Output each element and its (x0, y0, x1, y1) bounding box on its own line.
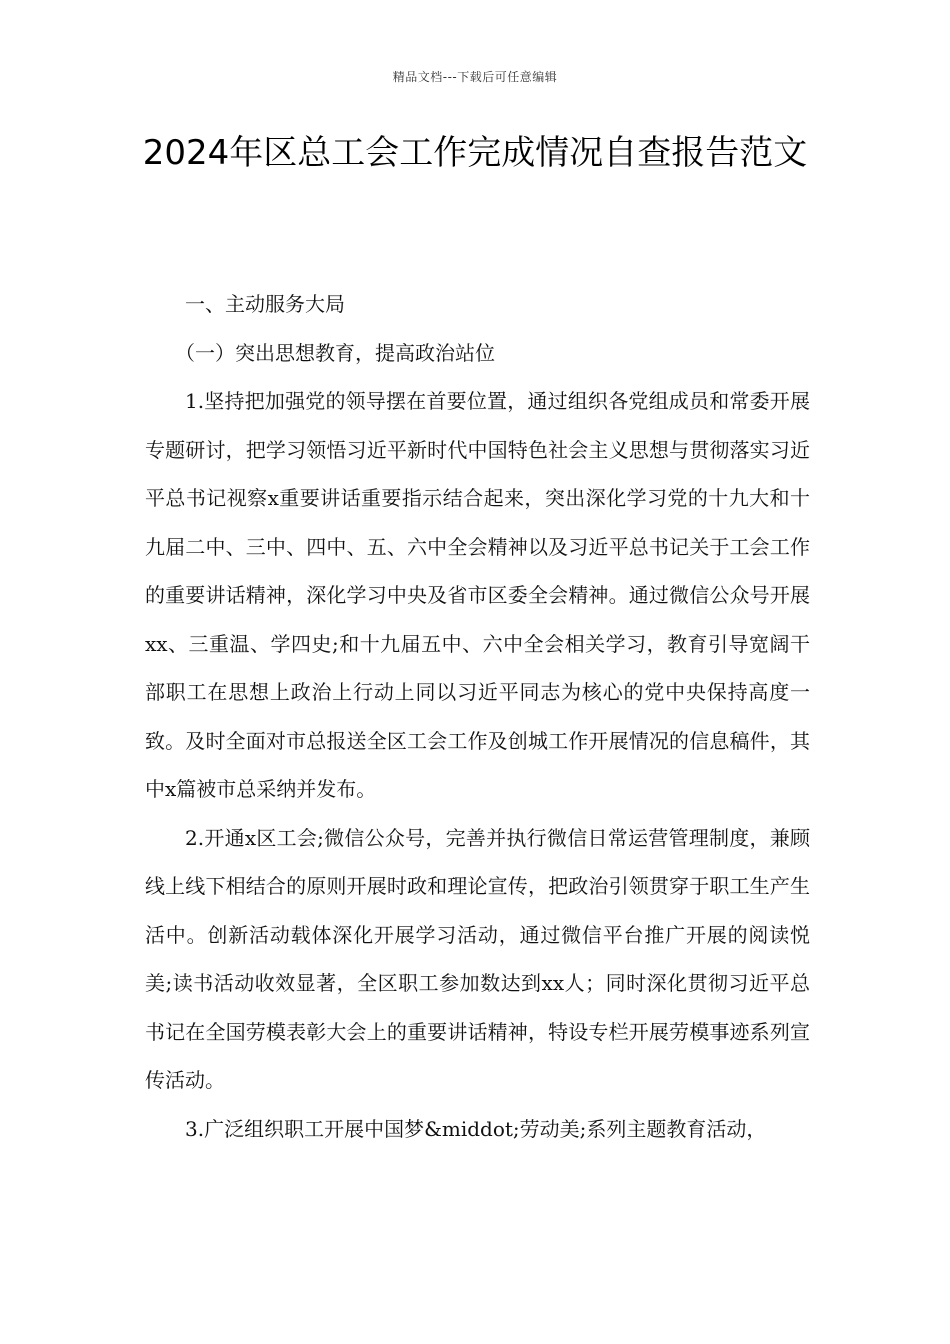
paragraph-3: 3.广泛组织职工开展中国梦&middot;劳动美;系列主题教育活动， (185, 1116, 767, 1141)
paragraph-2: 2.开通x区工会;微信公众号，完善并执行微信日常运营管理制度，兼顾线上线下相结合的原则开展时政和理论宣传，把政治引领贯穿于职工生产生活中。创新活动载体深化开展学习活动，通过微信平台推广开展的阅读悦美;读书活动收效显著，全区职工参加数达到xx人；同时深化贯彻习近平总书记在全国劳模表彰大会上的重要讲话精神，特设专栏开展劳模事迹系列宣传活动。 (145, 825, 810, 1092)
header-note: 精品文档---下载后可任意编辑 (392, 70, 558, 84)
paragraph-1: 1.坚持把加强党的领导摆在首要位置，通过组织各党组成员和常委开展专题研讨，把学习领悟习近平新时代中国特色社会主义思想与贯彻落实习近平总书记视察x重要讲话重要指示结合起来，突出深化学习党的十九大和十九届二中、三中、四中、五、六中全会精神以及习近平总书记关于工会工作的重要讲话精神，深化学习中央及省市区委全会精神。通过微信公众号开展xx、三重温、学四史;和十九届五中、六中全会相关学习，教育引导宽阔干部职工在思想上政治上行动上同以习近平同志为核心的党中央保持高度一致。及时全面对市总报送全区工会工作及创城工作开展情况的信息稿件，其中x篇被市总采纳并发布。 (145, 389, 810, 801)
section-heading: 一、主动服务大局 (185, 292, 345, 316)
document-title: 2024年区总工会工作完成情况自查报告范文 (142, 133, 808, 173)
document-body (145, 280, 810, 1153)
subsection-heading: （一）突出思想教育，提高政治站位 (175, 340, 495, 365)
